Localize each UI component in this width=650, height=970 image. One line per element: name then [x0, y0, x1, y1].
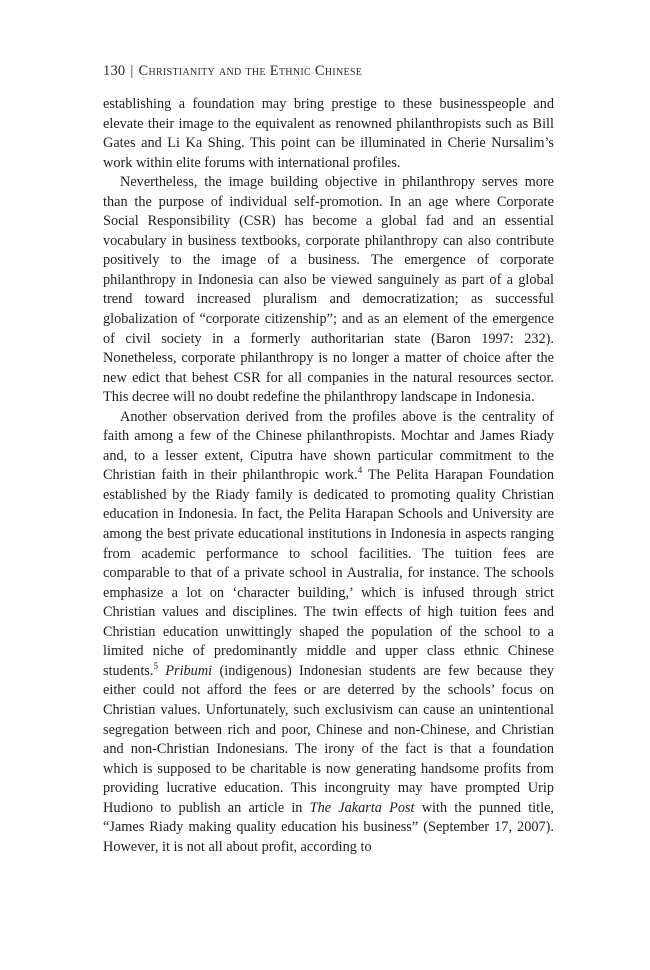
italic-pribumi: Pribumi	[165, 662, 213, 679]
paragraph-3-text-a: Another observation derived from the profiles above is the centrality of faith among a few of the Chinese philanthropists. Mochtar and James Riady and, to a lesser extent, Ciputra have shown particular commitment to the Christian faith in their philanthropic work.	[103, 408, 554, 484]
paragraph-3	[103, 408, 554, 858]
header-separator: |	[130, 63, 134, 79]
paragraph-3-text-d: with the punned title, “James Riady making quality education his business” (September 17, 2007). However, it is not all about profit, according to	[103, 799, 555, 855]
paragraph-2: Nevertheless, the image building objective in philanthropy serves more than the purpose of individual self-promotion. In an age where Corporate Social Responsibility (CSR) has become a global fad and an essential vocabulary in business textbooks, corporate philanthropy can also contribute positively to the image of a business. The emergence of corporate philanthropy in Indonesia can also be viewed sanguinely as part of a global trend toward increased pluralism and democratization; as successful globalization of “corporate citizenship”; and as an element of the emergence of civil society in a formerly authoritarian state (Baron 1997: 232). Nonetheless, corporate philanthropy is no longer a matter of choice after the new edict that behest CSR for all companies in the natural resources sector. This decree will no doubt redefine the philanthropy landscape in Indonesia.	[103, 174, 554, 406]
footnote-ref-4: 4	[357, 465, 363, 476]
page-number: 130	[103, 63, 126, 79]
paragraph-3-text-c: (indigenous) Indonesian students are few because they either could not afford the fees or are deterred by the schools’ focus on Christian values. Unfortunately, such exclusivism can cause an unintentional segregation between rich and poor, Chinese and non-Chinese, and Christian and non-Christian Indonesians. The irony of the fact is that a foundation which is supposed to be charitable is now generating handsome profits from providing lucrative education. This incongruity may have prompted Urip Hudiono to publish an article in	[103, 662, 554, 816]
body-text	[103, 95, 554, 857]
paragraph-3-text-b: The Pelita Harapan Foundation established by the Riady family is dedicated to promoting quality Christian education in Indonesia. In fact, the Pelita Harapan Schools and University are among the best private educational institutions in Indonesia in aspects ranging from academic performance to school facilities. The tuition fees are comparable to that of a private school in Australia, for instance. The schools emphasize a lot on ‘character building,’ which is infused through strict Christian values and disciplines. The twin effects of high tuition fees and Christian education unwittingly shaped the population of the school to a limited niche of predominantly middle and upper class ethnic Chinese students.	[103, 467, 554, 679]
running-title: Christianity and the Ethnic Chinese	[138, 63, 363, 79]
footnote-ref-5: 5	[153, 661, 158, 672]
paragraph-1: establishing a foundation may bring prestige to these businesspeople and elevate their image to the equivalent as renowned philanthropists such as Bill Gates and Li Ka Shing. This point can be illuminated in Cherie Nursalim’s work within elite forums with international profiles.	[103, 96, 554, 171]
running-header	[103, 63, 563, 80]
italic-newspaper-title: The Jakarta Post	[309, 799, 415, 816]
